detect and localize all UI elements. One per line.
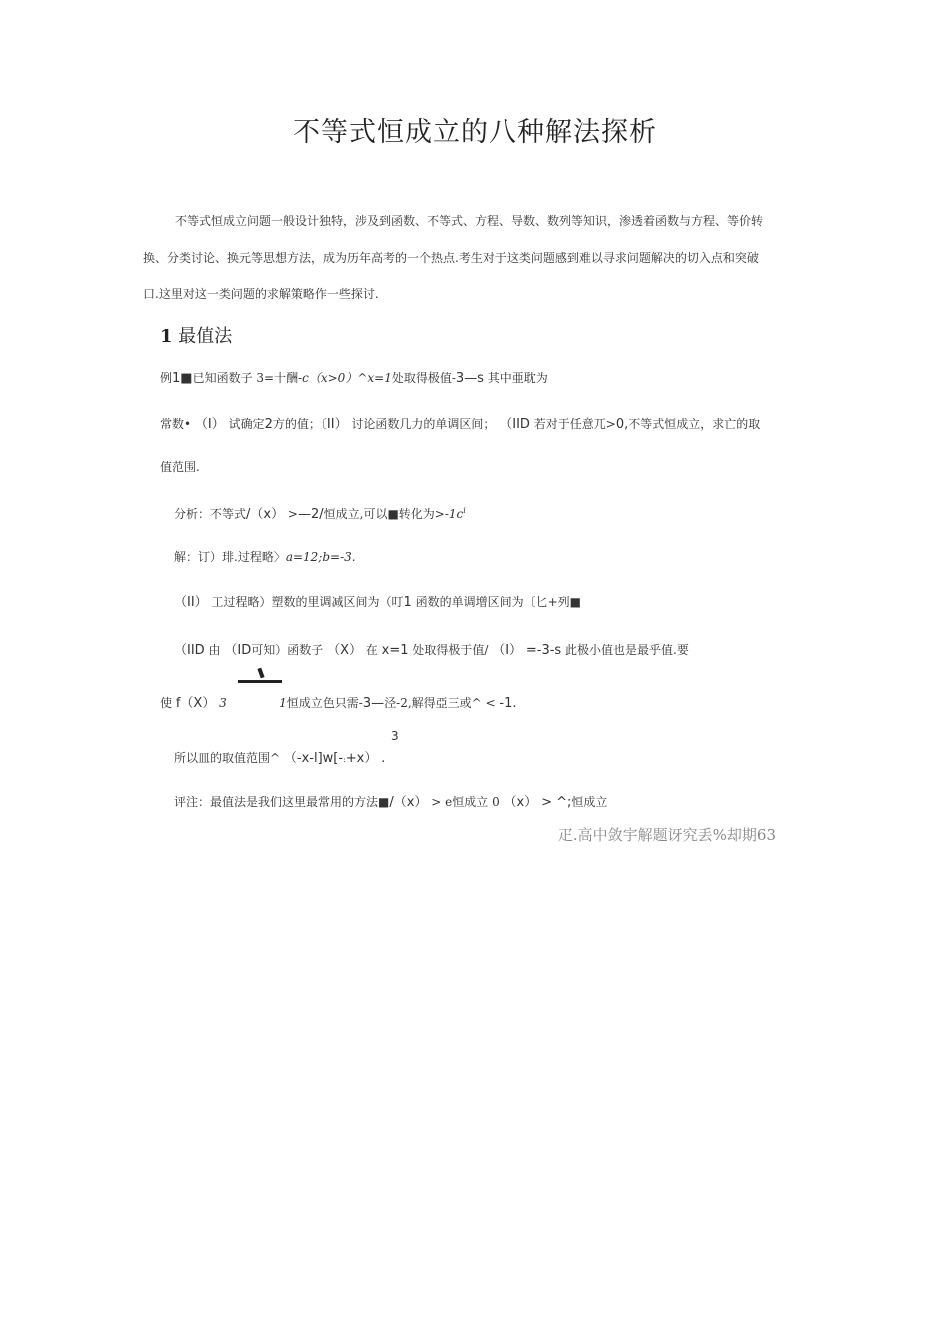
text-fragment: 不等式恒成立，求亡的取	[628, 417, 761, 431]
analysis-line	[174, 503, 466, 522]
example-line-3: 值范围.	[160, 460, 200, 474]
math-fragment: 3—	[362, 696, 385, 711]
part-label: （IID	[174, 643, 205, 658]
example-label: 例	[160, 371, 173, 385]
text-fragment: 处取得极于值/	[412, 643, 489, 657]
math-fragment: c（x>0）^x=1	[302, 371, 392, 385]
math-fragment: :	[343, 755, 346, 764]
math-fragment: =-3-s	[525, 643, 562, 658]
text-fragment: 常数•	[160, 417, 192, 431]
part-label: （IID	[499, 417, 530, 432]
text-fragment: 函数的单调增区间为〔匕+列■	[415, 595, 582, 609]
text-fragment: 已知函数子 3=十酬-	[192, 371, 303, 385]
text-fragment: 在	[365, 643, 378, 657]
text-fragment: 恒成立色只需-	[286, 696, 363, 710]
solution-line-2	[174, 591, 581, 610]
math-fragment: —2/	[297, 507, 324, 522]
math-fragment: -1.	[499, 696, 517, 711]
intro-line-1: 不等式恒成立问题一般设计独特，涉及到函数、不等式、方程、导数、数列等知识，渗透着函数与方程、等价转	[175, 214, 764, 228]
text-fragment: 所以皿的取值范围^	[174, 751, 281, 765]
part-label: （I）	[194, 417, 225, 432]
part-label: （ID	[224, 643, 252, 658]
text-fragment: 处取得极值-	[391, 371, 456, 385]
text-fragment: 使	[160, 696, 173, 710]
math-fragment: 1	[403, 595, 412, 610]
text-fragment: 解：订）琲.过程略〉	[174, 550, 286, 564]
example-number: 1■	[172, 371, 193, 386]
math-fragment: /（x）	[246, 507, 285, 522]
part-label: （II）	[174, 595, 208, 610]
math-fragment: f（X）	[175, 696, 216, 711]
intro-line-3: 口.这里对这一类问题的求解策略作一些探讨.	[143, 287, 379, 301]
text-fragment: 试确定	[228, 417, 265, 431]
comment-line	[174, 791, 607, 810]
math-fragment: a=12;b=-3.	[285, 550, 356, 564]
superscript-three: 3	[391, 729, 399, 743]
math-fragment: （x）	[503, 795, 538, 810]
solution-line-4	[160, 692, 517, 711]
solution-line-3	[174, 639, 689, 658]
text-fragment: 方的值；〔	[272, 417, 327, 431]
math-fragment: >-1c	[434, 507, 464, 521]
text-fragment: 讨论函数几力的单调区间；	[351, 417, 496, 431]
math-fragment: 3—s	[455, 371, 484, 386]
text-fragment: 若对于任意兀>	[533, 417, 616, 431]
part-label: II）	[326, 417, 348, 432]
text-fragment: 可知）函数子	[251, 643, 324, 657]
text-fragment: 分析：不等式	[174, 507, 247, 521]
page-title: 不等式恒成立的八种解法探析	[293, 117, 657, 148]
math-fragment: 1	[279, 696, 287, 710]
solution-line-1	[174, 548, 356, 565]
math-fragment: 2	[264, 417, 273, 432]
text-fragment: 由	[208, 643, 221, 657]
math-fragment: x=1	[381, 643, 409, 658]
text-fragment: 恒成立,可以■转化为	[323, 507, 435, 521]
journal-footer: 疋.高中敛宇解题讶究丢%却期63	[557, 826, 776, 844]
text-fragment: 工过程略）塑数的里调减区间为（叮	[211, 595, 404, 609]
text-fragment: 恒成立	[571, 795, 608, 809]
math-fragment: +x）	[345, 751, 378, 766]
math-fragment: > e	[431, 795, 453, 809]
math-fragment: .	[381, 751, 386, 766]
math-fragment: 0,	[615, 417, 629, 432]
intro-line-2: 换、分类讨论、换元等思想方法，成为历年高考的一个热点.考生对于这类问题感到难以寻求问题解决的切入点和突破	[143, 251, 759, 265]
text-fragment: 泾-2,解得亞三或^ <	[384, 696, 496, 710]
math-fragment: 3	[219, 696, 227, 710]
example-line-2	[160, 413, 760, 432]
math-fragment: （X）	[327, 643, 362, 658]
math-fragment: （I）	[492, 643, 523, 658]
fraction-mark	[257, 668, 264, 679]
math-fragment: > ^;	[541, 795, 572, 810]
section-heading	[160, 322, 232, 348]
section-number: 1	[160, 326, 173, 347]
math-fragment: >	[287, 507, 298, 521]
text-fragment: 此极小值也是最乎值.要	[565, 643, 689, 657]
text-fragment: 评注：最值法是我们这里最常用的方法■	[174, 795, 390, 809]
example-line-1	[160, 369, 548, 386]
math-fragment: i	[463, 506, 466, 515]
range-line	[174, 747, 385, 766]
text-fragment: 其中亜耽为	[483, 371, 548, 385]
math-fragment: /（x）	[389, 795, 428, 810]
math-fragment: （-x-l]w[-	[283, 751, 344, 766]
fraction-bar	[238, 680, 282, 683]
text-fragment: 恒成立	[452, 795, 489, 809]
math-fragment: 0	[492, 795, 500, 809]
section-title: 最值法	[178, 326, 233, 347]
